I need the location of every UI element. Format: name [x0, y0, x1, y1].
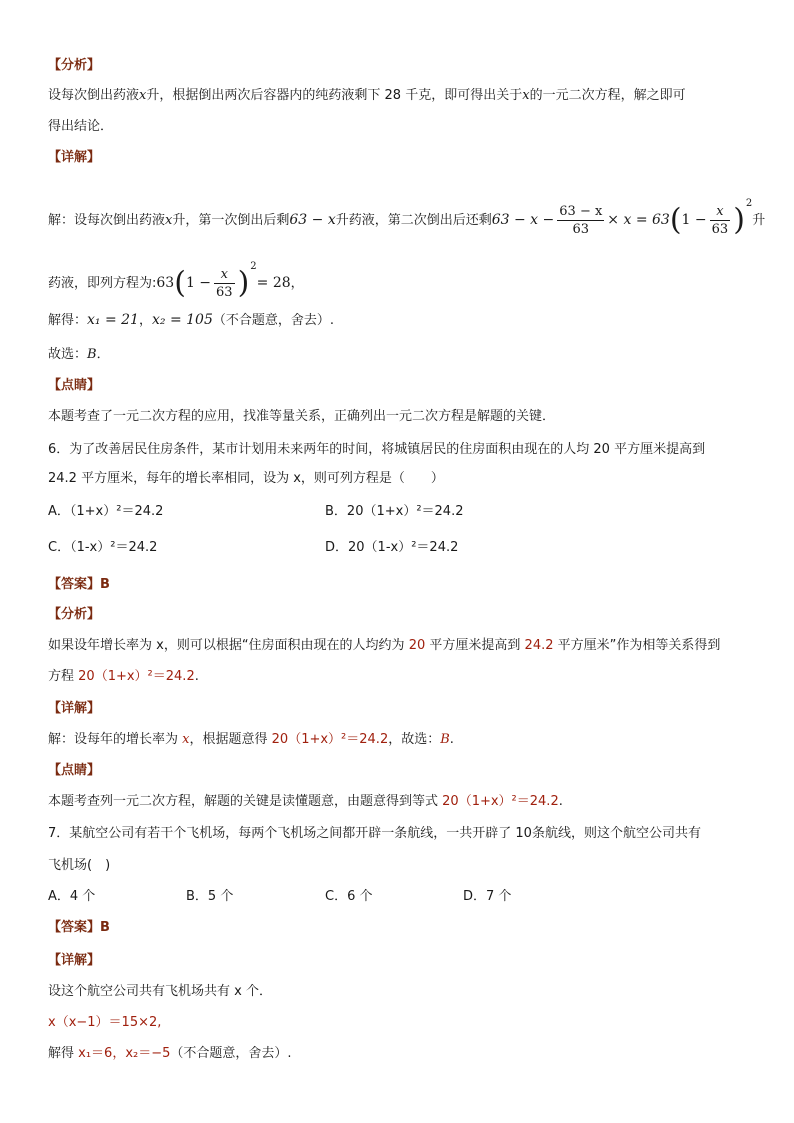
q7-answer: 【答案】B: [48, 920, 110, 935]
comment-heading: 【点睛】: [48, 378, 101, 393]
q6-comment-heading: 【点睛】: [48, 763, 101, 778]
q6-analysis-line2: 方程 20（1+x）²＝24.2.: [48, 669, 199, 684]
analysis-heading: 【分析】: [48, 58, 101, 73]
q6-option-c: C．（1-x）²＝24.2: [48, 540, 158, 555]
q6-stem-line2: 24.2 平方厘米，每年的增长率相同，设为 x，则可列方程是（ ）: [48, 471, 444, 486]
q7-detail-line2: x（x−1）＝15×2,: [48, 1015, 162, 1030]
q6-analysis-line1: 如果设年增长率为 x，则可以根据“住房面积由现在的人均约为 20 平方厘米提高到 24.2 平方厘米”作为相等关系得到: [48, 638, 721, 653]
q7-option-d: D．7 个: [463, 889, 512, 904]
q6-stem-line1: 6．为了改善居民住房条件，某市计划用未来两年的时间，将城镇居民的住房面积由现在的人均 20 平方厘米提高到: [48, 442, 706, 457]
choice-line: 故选：B．: [48, 347, 110, 362]
analysis-text-line2: 得出结论．: [48, 119, 114, 134]
q6-comment-text: 本题考查列一元二次方程，解题的关键是读懂题意，由题意得到等式 20（1+x）²＝24.2.: [48, 794, 563, 809]
q6-answer: 【答案】B: [48, 577, 110, 592]
fraction: $\frac{x}{63}$: [711, 204, 729, 237]
analysis-text-line1: 设每次倒出药液x升，根据倒出两次后容器内的纯药液剩下 28 千克，即可得出关于x的一元二次方程，解之即可: [48, 88, 686, 103]
q6-detail-text: 解：设每年的增长率为 x，根据题意得 20（1+x）²＝24.2，故选：B.: [48, 732, 454, 747]
q6-option-a: A．（1+x）²＝24.2: [48, 504, 164, 519]
fraction: $\frac{x}{63}$: [216, 267, 233, 300]
solution-line: 解得：x₁ = 21，x₂ = 105（不合题意，舍去）.: [48, 312, 334, 328]
q6-detail-heading: 【详解】: [48, 701, 101, 716]
q6-analysis-heading: 【分析】: [48, 607, 101, 622]
q7-detail-heading: 【详解】: [48, 953, 101, 968]
q7-stem-line2: 飞机场( ): [48, 858, 111, 873]
comment-text: 本题考查了一元二次方程的应用，找准等量关系，正确列出一元二次方程是解题的关键．: [48, 409, 556, 424]
detail-heading: 【详解】: [48, 150, 101, 165]
q6-option-b: B．20（1+x）²＝24.2: [325, 504, 464, 519]
q7-option-a: A．4 个: [48, 889, 96, 904]
q7-stem-line1: 7．某航空公司有若干个飞机场，每两个飞机场之间都开辟一条航线，一共开辟了 10条航线，则这个航空公司共有: [48, 826, 701, 841]
detail-text-line2: 药液，即列方程为:63(1 − $\frac{x}{63}$ )$^2$= 28，: [48, 261, 304, 301]
q7-option-c: C．6 个: [325, 889, 373, 904]
q6-option-d: D．20（1-x）²＝24.2: [325, 540, 459, 555]
q7-detail-line1: 设这个航空公司共有飞机场共有 x 个．: [48, 984, 272, 999]
fraction: $\frac{63 - x}{63}$: [559, 204, 603, 237]
q7-option-b: B．5 个: [186, 889, 234, 904]
detail-text-line1: 解：设每次倒出药液x升，第一次倒出后剩63 − x升药液，第二次倒出后还剩63 − x − $\frac{63 - x}{63}$ × x = 63(1 − $\frac{x}{63}$ )$^2$升: [48, 198, 766, 238]
q7-detail-line3: 解得 x₁＝6，x₂＝−5（不合题意，舍去）.: [48, 1046, 292, 1061]
